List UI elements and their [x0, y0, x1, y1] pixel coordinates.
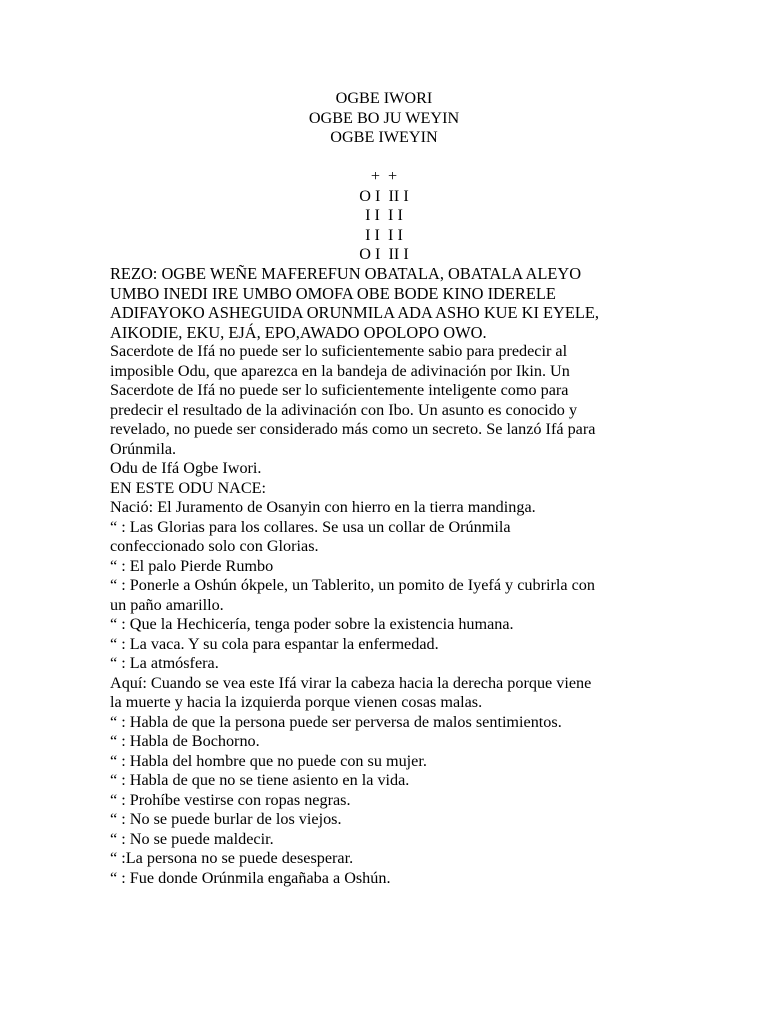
text-line: “ : Habla de que la persona puede ser perversa de malos sentimientos. [110, 712, 562, 731]
pattern-line-1: + + [370, 167, 398, 185]
text-line: Sacerdote de Ifá no puede ser lo suficientemente inteligente como para [110, 381, 569, 399]
rezo-line: AIKODIE, EKU, EJÁ, EPO,AWADO OPOLOPO OWO. [110, 322, 487, 342]
pattern-line-2: O I II I [359, 186, 409, 205]
text-line: Odu de Ifá Ogbe Iwori. [110, 459, 262, 477]
rezo-line: ADIFAYOKO ASHEGUIDA ORUNMILA ADA ASHO KUE KI EYELE, [110, 303, 599, 322]
text-line: revelado, no puede ser considerado más como un secreto. Se lanzó Ifá para [110, 420, 596, 438]
text-line: Sacerdote de Ifá no puede ser lo suficientemente sabio para predecir al [110, 342, 568, 360]
text-line: “ : Habla de Bochorno. [110, 732, 260, 750]
title-line-1: OGBE IWORI [335, 89, 433, 107]
text-line: “ : Habla del hombre que no puede con su mujer. [110, 751, 427, 770]
text-line: EN ESTE ODU NACE: [110, 478, 267, 497]
text-line: predecir el resultado de la adivinación con Ibo. Un asunto es conocido y [110, 400, 578, 419]
text-line: “ : Prohíbe vestirse con ropas negras. [110, 790, 351, 809]
text-line: Nació: El Juramento de Osanyin con hierro en la tierra mandinga. [110, 498, 536, 516]
rezo-line: UMBO INEDI IRE UMBO OMOFA OBE BODE KINO IDERELE [110, 283, 556, 303]
text-line: Orúnmila. [110, 439, 177, 458]
rezo-line: REZO: OGBE WEÑE MAFEREFUN OBATALA, OBATALA ALEYO [110, 264, 582, 283]
pattern-line-3: I I I I [365, 206, 403, 224]
text-line: imposible Odu, que aparezca en la bandeja de adivinación por Ikin. Un [110, 361, 570, 380]
text-line: un paño amarillo. [110, 595, 224, 614]
text-line: “ : El palo Pierde Rumbo [110, 556, 274, 575]
pattern-line-5: O I II I [359, 245, 409, 263]
header-spacer [0, 148, 768, 168]
text-line: “ : No se puede maldecir. [110, 829, 274, 848]
text-line: “ : Habla de que no se tiene asiento en la vida. [110, 771, 410, 789]
text-line: “ : La vaca. Y su cola para espantar la enfermedad. [110, 634, 439, 653]
rezo-paragraph [110, 264, 670, 342]
document-header [0, 89, 768, 265]
body-paragraphs [110, 342, 670, 888]
title-line-3: OGBE IWEYIN [330, 128, 438, 146]
text-line: “ : No se puede burlar de los viejos. [110, 810, 342, 828]
text-line: “ : Fue donde Orúnmila engañaba a Oshún. [110, 868, 391, 887]
pattern-line-4: I I I I [365, 225, 403, 244]
text-line: “ : Que la Hechicería, tenga poder sobre la existencia humana. [110, 615, 514, 633]
odu-sign-pattern [0, 167, 768, 265]
document-body [110, 264, 670, 888]
text-line: confeccionado solo con Glorias. [110, 537, 319, 555]
text-line: la muerte y hacia la izquierda porque vienen cosas malas. [110, 693, 483, 711]
text-line: Aquí: Cuando se vea este Ifá virar la cabeza hacia la derecha porque viene [110, 673, 592, 692]
text-line: “ :La persona no se puede desesperar. [110, 849, 354, 867]
text-line: “ : Las Glorias para los collares. Se usa un collar de Orúnmila [110, 517, 511, 536]
text-line: “ : La atmósfera. [110, 654, 219, 672]
title-line-2: OGBE BO JU WEYIN [308, 108, 460, 127]
text-line: “ : Ponerle a Oshún ókpele, un Tablerito, un pomito de Iyefá y cubrirla con [110, 576, 595, 594]
